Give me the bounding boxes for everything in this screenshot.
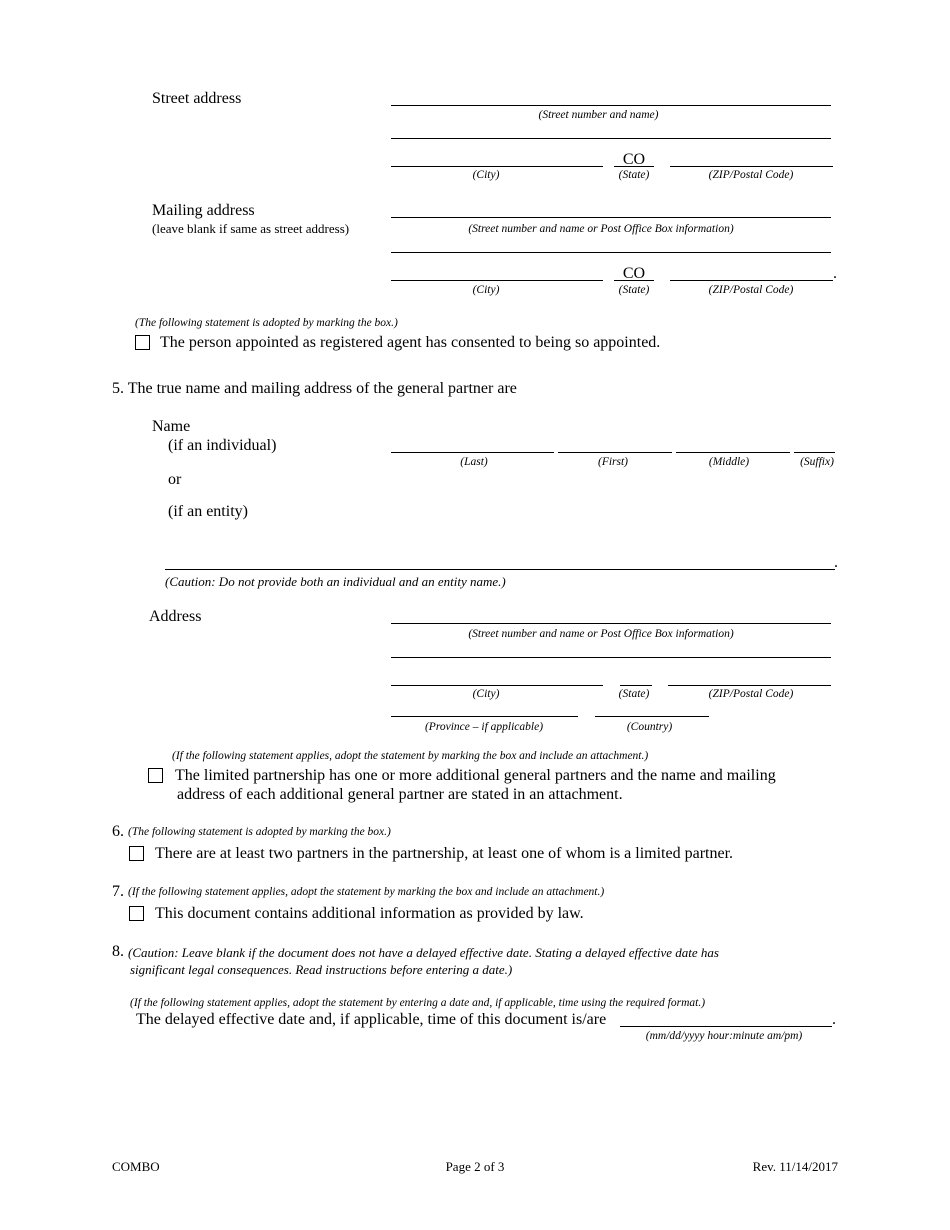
- mailing-state-caption: (State): [618, 284, 650, 296]
- partner-street-line-2[interactable]: [391, 657, 831, 658]
- province-caption: (Province – if applicable): [424, 721, 544, 733]
- mailing-city-line[interactable]: [391, 280, 603, 281]
- country-caption: (Country): [626, 721, 673, 733]
- mailing-state-value: CO: [622, 265, 646, 282]
- street-state-caption: (State): [618, 169, 650, 181]
- attach-text-line-1: The limited partnership has one or more additional general partners and the name and mailing: [175, 767, 776, 784]
- entity-name-line[interactable]: [165, 569, 835, 570]
- street-city-line[interactable]: [391, 166, 603, 167]
- suffix-caption: (Suffix): [800, 456, 834, 468]
- section6-number: 6.: [112, 823, 124, 840]
- period: .: [834, 554, 838, 571]
- partner-zip-line[interactable]: [668, 685, 831, 686]
- partner-zip-caption: (ZIP/Postal Code): [708, 688, 794, 700]
- last-caption: (Last): [460, 456, 488, 468]
- partner-city-caption: (City): [472, 688, 500, 700]
- partner-city-line[interactable]: [391, 685, 603, 686]
- section8-caution-line-2: significant legal consequences. Read instructions before entering a date.): [130, 962, 513, 977]
- or-label: or: [168, 471, 182, 488]
- section7-note: (If the following statement applies, adopt the statement by marking the box and include an attachment.): [128, 886, 605, 898]
- country-line[interactable]: [595, 716, 709, 717]
- street-state-line: [614, 166, 654, 167]
- section5-heading: 5. The true name and mailing address of the general partner are: [112, 380, 517, 397]
- consent-text: The person appointed as registered agent has consented to being so appointed.: [160, 334, 661, 351]
- section8-text: The delayed effective date and, if applicable, time of this document is/are: [136, 1011, 607, 1028]
- mailing-line-1[interactable]: [391, 217, 831, 218]
- attach-text-line-2: address of each additional general partner are stated in an attachment.: [177, 786, 623, 803]
- partner-street-caption: (Street number and name or Post Office Box information): [468, 628, 734, 640]
- section7-checkbox[interactable]: [129, 906, 144, 921]
- period: .: [832, 1011, 836, 1028]
- street-address-label: Street address: [152, 90, 242, 107]
- street-state-value: CO: [622, 151, 646, 168]
- attach-note: (If the following statement applies, adopt the statement by marking the box and include an attachment.): [172, 750, 649, 762]
- section6-note: (The following statement is adopted by marking the box.): [128, 826, 391, 838]
- street-caption: (Street number and name): [538, 109, 659, 121]
- period: .: [833, 265, 837, 282]
- partner-street-line-1[interactable]: [391, 623, 831, 624]
- footer-revision: Rev. 11/14/2017: [752, 1159, 838, 1174]
- footer-left: COMBO: [112, 1159, 160, 1174]
- mailing-caption: (Street number and name or Post Office Box information): [468, 223, 734, 235]
- mailing-state-line: [614, 280, 654, 281]
- last-name-line[interactable]: [391, 452, 554, 453]
- entity-label: (if an entity): [168, 503, 248, 520]
- section8-number: 8.: [112, 943, 124, 960]
- section8-note: (If the following statement applies, adopt the statement by entering a date and, if applicable, time using the required format.): [130, 997, 706, 1009]
- province-line[interactable]: [391, 716, 578, 717]
- mailing-city-caption: (City): [472, 284, 500, 296]
- street-city-caption: (City): [472, 169, 500, 181]
- caution-note: (Caution: Do not provide both an individual and an entity name.): [165, 574, 506, 589]
- footer-page-number: Page 2 of 3: [445, 1159, 505, 1174]
- date-format-caption: (mm/dd/yyyy hour:minute am/pm): [645, 1030, 803, 1042]
- name-label: Name: [152, 418, 191, 435]
- partner-state-line[interactable]: [620, 685, 652, 686]
- street-zip-line[interactable]: [670, 166, 833, 167]
- first-name-line[interactable]: [558, 452, 672, 453]
- section6-checkbox[interactable]: [129, 846, 144, 861]
- middle-caption: (Middle): [708, 456, 750, 468]
- section7-text: This document contains additional information as provided by law.: [155, 905, 584, 922]
- street-line-2[interactable]: [391, 138, 831, 139]
- section6-text: There are at least two partners in the partnership, at least one of whom is a limited partner.: [155, 845, 734, 862]
- consent-note: (The following statement is adopted by marking the box.): [135, 317, 398, 329]
- middle-name-line[interactable]: [676, 452, 790, 453]
- attach-checkbox[interactable]: [148, 768, 163, 783]
- section7-number: 7.: [112, 883, 124, 900]
- mailing-zip-caption: (ZIP/Postal Code): [708, 284, 794, 296]
- street-line-1[interactable]: [391, 105, 831, 106]
- partner-state-caption: (State): [618, 688, 650, 700]
- mailing-address-label: Mailing address: [152, 202, 255, 219]
- section8-caution-line-1: (Caution: Leave blank if the document does not have a delayed effective date. Stating a delayed effective date has: [128, 945, 719, 960]
- mailing-address-sub: (leave blank if same as street address): [152, 221, 350, 236]
- suffix-line[interactable]: [794, 452, 835, 453]
- consent-checkbox[interactable]: [135, 335, 150, 350]
- address-label: Address: [149, 608, 202, 625]
- mailing-line-2[interactable]: [391, 252, 831, 253]
- individual-label: (if an individual): [168, 437, 277, 454]
- first-caption: (First): [597, 456, 629, 468]
- street-zip-caption: (ZIP/Postal Code): [708, 169, 794, 181]
- effective-date-line[interactable]: [620, 1026, 832, 1027]
- mailing-zip-line[interactable]: [670, 280, 833, 281]
